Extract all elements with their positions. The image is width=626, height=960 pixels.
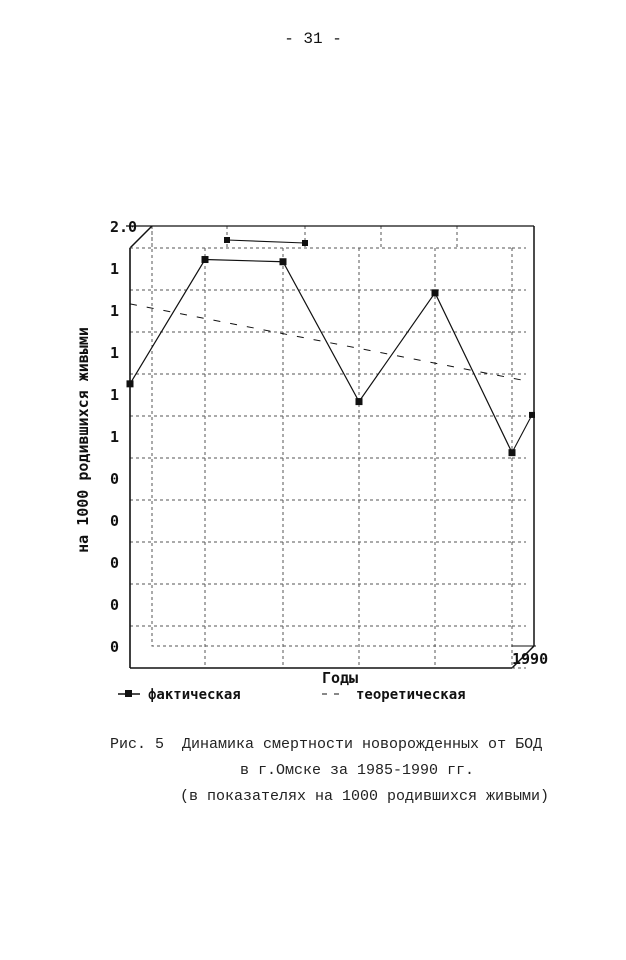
chart-labels xyxy=(74,218,548,687)
y-tick-label: 1 xyxy=(110,386,120,404)
figure-caption-line-3: (в показателях на 1000 родившихся живыми) xyxy=(180,788,550,805)
back-plane-frame xyxy=(152,226,534,646)
x-axis-title: Годы xyxy=(321,669,359,687)
legend-label-actual: фактическая xyxy=(148,687,241,703)
y-axis-title: на 1000 родившихся живыми xyxy=(74,327,92,553)
data-point-actual-back xyxy=(302,240,308,246)
data-point-actual xyxy=(202,256,209,263)
y-tick-label: 0 xyxy=(110,512,120,530)
x-tick-label: 1990 xyxy=(512,650,549,668)
chart-axes xyxy=(126,226,534,668)
y-tick-label: 1 xyxy=(110,260,120,278)
y-tick-label: 1 xyxy=(110,428,120,446)
series-line-actual-back xyxy=(512,415,532,453)
y-tick-label: 1 xyxy=(110,302,120,320)
y-tick-label-top: 2.0 xyxy=(110,218,138,236)
y-tick-label: 1 xyxy=(110,344,120,362)
series-line-actual-back xyxy=(227,240,305,243)
data-point-actual xyxy=(280,258,287,265)
y-tick-label: 0 xyxy=(110,596,120,614)
data-point-actual xyxy=(432,289,439,296)
chart-back-plane xyxy=(130,226,534,668)
y-tick-label: 0 xyxy=(110,638,120,656)
page-number: - 31 - xyxy=(284,30,342,48)
chart-grid xyxy=(130,248,526,668)
data-point-actual-back xyxy=(529,412,535,418)
figure-caption-line-2: в г.Омске за 1985-1990 гг. xyxy=(240,762,475,779)
chart-series xyxy=(127,237,536,456)
data-point-actual-back xyxy=(224,237,230,243)
series-line-actual xyxy=(130,260,512,453)
data-point-actual xyxy=(127,380,134,387)
legend-marker-actual xyxy=(125,690,132,697)
figure-caption-line-1: Рис. 5 Динамика смертности новорожденных от БОД xyxy=(110,736,543,753)
y-tick-label: 0 xyxy=(110,554,120,572)
series-line-theoretical xyxy=(130,304,530,382)
data-point-actual xyxy=(356,398,363,405)
legend-label-theoretical: теоретическая xyxy=(356,687,466,703)
chart-legend xyxy=(118,687,466,703)
y-tick-label: 0 xyxy=(110,470,120,488)
